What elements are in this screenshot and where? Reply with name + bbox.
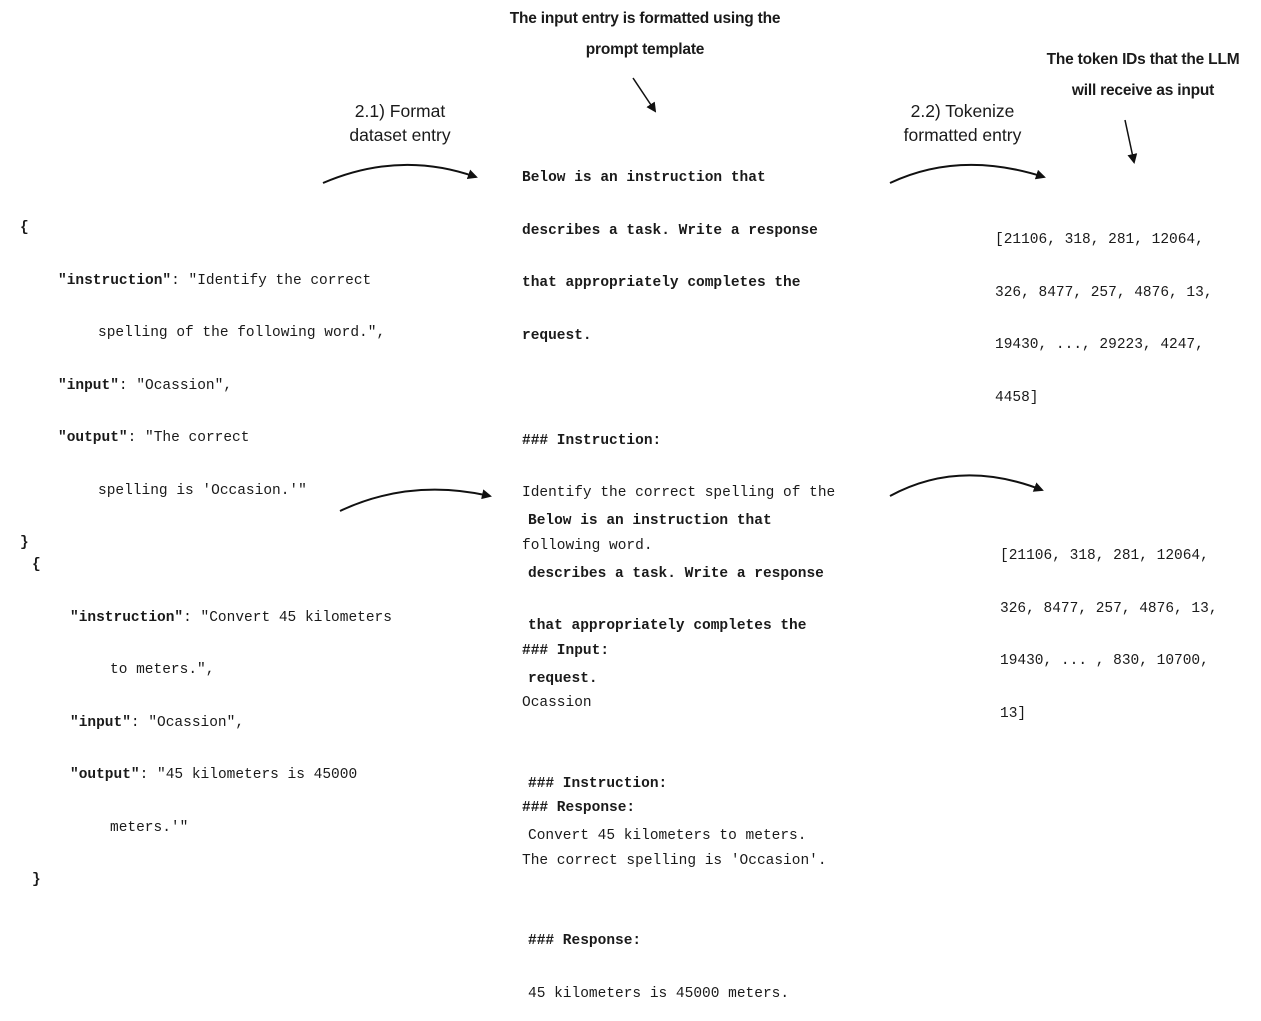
step-line: 2.2) Tokenize [910,101,1015,121]
note-line: The input entry is formatted using the [509,10,781,27]
note-line: The token IDs that the LLM [1046,51,1240,68]
step-line: formatted entry [903,125,1022,145]
prompt-template-note [440,3,850,65]
brace-open: { [20,220,29,236]
formatted-prompt-2 [528,478,824,1021]
brace-close: } [20,535,29,551]
preamble-line: request. [522,327,592,344]
output-value: : "The correct [127,430,250,446]
token-ids-line: 19430, ..., 29223, 4247, [995,337,1204,353]
input-value: : "Ocassion", [118,377,233,394]
preamble-line: request. [528,670,598,687]
token-ids-line: [21106, 318, 281, 12064, [1000,548,1209,564]
instruction-value: : "Identify the correct [171,272,372,289]
input-line [32,715,392,733]
input-line [20,378,385,396]
step-tokenize-label [885,99,1040,147]
instruction-line [32,610,392,628]
preamble-line: describes a task. Write a response [528,565,824,582]
instruction-key: "instruction" [70,609,184,626]
instruction-text: following word. [522,537,653,554]
format-arrow-1 [323,165,476,183]
json-entry-1 [20,185,385,570]
response-text: The correct spelling is 'Occasion'. [522,852,827,869]
response-text: 45 kilometers is 45000 meters. [528,985,790,1002]
token-ids-line: 13] [1000,705,1027,722]
brace-close: } [32,872,41,888]
input-header: ### Input: [522,642,610,659]
token-ids-note [1025,44,1261,106]
instruction-header: ### Instruction: [528,775,668,792]
preamble-line: Below is an instruction that [522,170,766,186]
step-line: dataset entry [349,125,451,145]
token-ids-1 [995,197,1213,425]
step-line: 2.1) Format [354,101,446,121]
instruction-value: : "Convert 45 kilometers [183,609,392,626]
note-line: will receive as input [1071,82,1215,99]
instruction-text: Convert 45 kilometers to meters. [528,828,807,844]
preamble-line: describes a task. Write a response [522,222,818,239]
output-key: "output" [70,767,140,783]
response-header: ### Response: [522,800,636,816]
output-value: : "45 kilometers is 45000 [139,767,358,783]
instruction-value-cont: to meters.", [110,662,215,678]
output-key: "output" [58,430,128,446]
token-ids-2 [1000,513,1218,741]
token-ids-line: 326, 8477, 257, 4876, 13, [995,284,1213,301]
input-key: "input" [70,714,131,731]
preamble-line: Below is an instruction that [528,513,772,529]
token-note-pointer [1125,120,1134,162]
response-header: ### Response: [528,933,642,949]
output-line [20,430,385,448]
token-ids-line: 326, 8477, 257, 4876, 13, [1000,600,1218,617]
output-value-cont: spelling is 'Occasion.'" [98,482,307,499]
note-line: prompt template [585,41,705,58]
preamble-line: that appropriately completes the [522,275,801,291]
output-value-cont: meters.'" [110,819,189,836]
preamble-line: that appropriately completes the [528,618,807,634]
instruction-value-cont: spelling of the following word.", [98,325,386,341]
token-ids-line: 19430, ... , 830, 10700, [1000,653,1209,669]
tokenize-arrow-2 [890,475,1042,496]
token-ids-line: [21106, 318, 281, 12064, [995,232,1204,248]
instruction-line [20,273,385,291]
step-format-label [320,99,480,147]
prompt-note-pointer [633,78,655,111]
instruction-text: Identify the correct spelling of the [522,485,836,501]
brace-open: { [32,557,41,573]
token-ids-line: 4458] [995,389,1039,406]
instruction-key: "instruction" [58,272,172,289]
json-entry-2 [32,522,392,907]
input-value: : "Ocassion", [130,714,245,731]
input-key: "input" [58,377,119,394]
tokenize-arrow-1 [890,165,1044,183]
output-line [32,767,392,785]
instruction-header: ### Instruction: [522,432,662,449]
input-text: Ocassion [522,695,592,711]
